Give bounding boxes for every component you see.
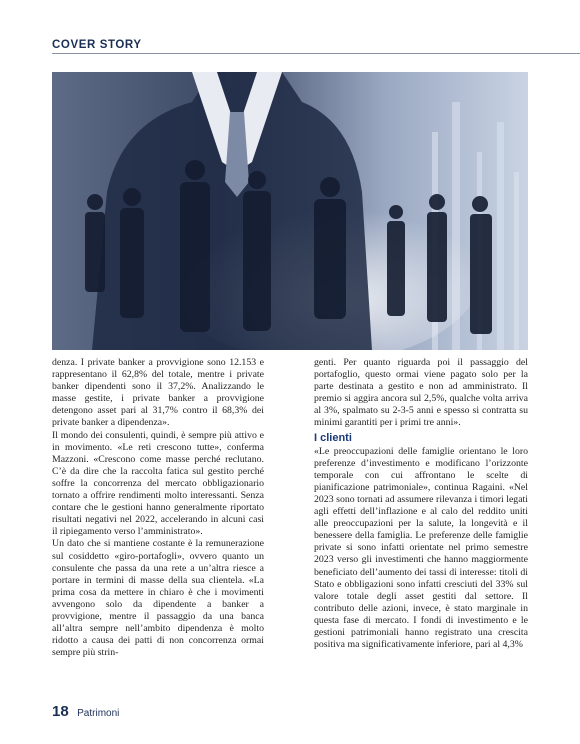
- section-label: COVER STORY: [52, 39, 142, 51]
- page-footer: [52, 703, 119, 721]
- body-paragraph: Un dato che si mantiene costante è la remunerazione sul cosiddetto «giro-portafogli», ovvero quanto un consulente che passa da una rete a un’altra riesce a portare in termini di masse della sua clientela. «La prima cosa da mettere in chiaro è che i movimenti avvengono solo da dipendente a banker a provvigione, mentre il passaggio da una banca all’altra sempre nell’ambito dipendenza è molto ridotto a causa dei patti di non concorrenza ormai sempre più strin-: [52, 538, 264, 659]
- header-rule: [52, 53, 580, 54]
- page-number: 18: [52, 703, 69, 720]
- body-paragraph: denza. I private banker a provvigione sono 12.153 e rappresentano il 62,8% del totale, mentre i private banker dipendenti sono il 37,2%. Analizzando le masse gestite, i private banker a provvigione detengono asset pari al 31,7% contro il 68,3% dei private banker a dipendenza».: [52, 357, 264, 429]
- right-column: [314, 357, 528, 651]
- cover-photo: [52, 72, 528, 350]
- subheading: I clienti: [314, 431, 352, 444]
- body-paragraph: genti. Per quanto riguarda poi il passaggio del portafoglio, questo ormai viene pagato solo per la parte destinata a gestito e non ad amministrato. Il premio si aggira ancora sul 2,5%, qualche volta arriva al 3%, spalmato su 2-3-5 anni e spesso si contratta su minimi garantiti per i primi tre anni».: [314, 357, 528, 429]
- left-column: [52, 357, 264, 659]
- body-paragraph: «Le preoccupazioni delle famiglie orientano le loro preferenze d’investimento e modificano l’orizzonte temporale con cui affrontano le scelte di pianificazione patrimoniale», continua Ragaini. «Nel 2023 sono tornati ad assumere rilevanza i timori legati agli effetti dell’inflazione e al calo del reddito uniti alle preoccupazioni per la salute, la longevità e il benessere della famiglia. Le preferenze delle famiglie private si sono infatti orientate nel primo semestre 2023 verso gli investimenti che hanno maggiormente beneficiato dell’aumento dei tassi di interesse: titoli di Stato e obbligazioni sono infatti cresciuti del 33% sul valore totale degli asset gestiti dal settore. Il contributo delle azioni, invece, è stato marginale in questa fase di mercato. I fondi di investimento e le gestioni patrimoniali hanno registrato una crescita positiva ma significativamente inferiore, pari al 4,3%: [314, 445, 528, 651]
- body-paragraph: Il mondo dei consulenti, quindi, è sempre più attivo e in movimento. «Le reti crescono tutte», conferma Mazzoni. «Crescono come masse perché reclutano. C’è da dire che la raccolta fatica sul gestito perché soffre la concorrenza del mercato obbligazionario tornato a offrire rendimenti molto interessanti. Senza contare che le gestioni hanno generalmente riportato risultati negativi nel 2022, accelerando in alcuni casi il ripiegamento verso l’amministrato».: [52, 429, 264, 538]
- magazine-name: Patrimoni: [77, 708, 120, 719]
